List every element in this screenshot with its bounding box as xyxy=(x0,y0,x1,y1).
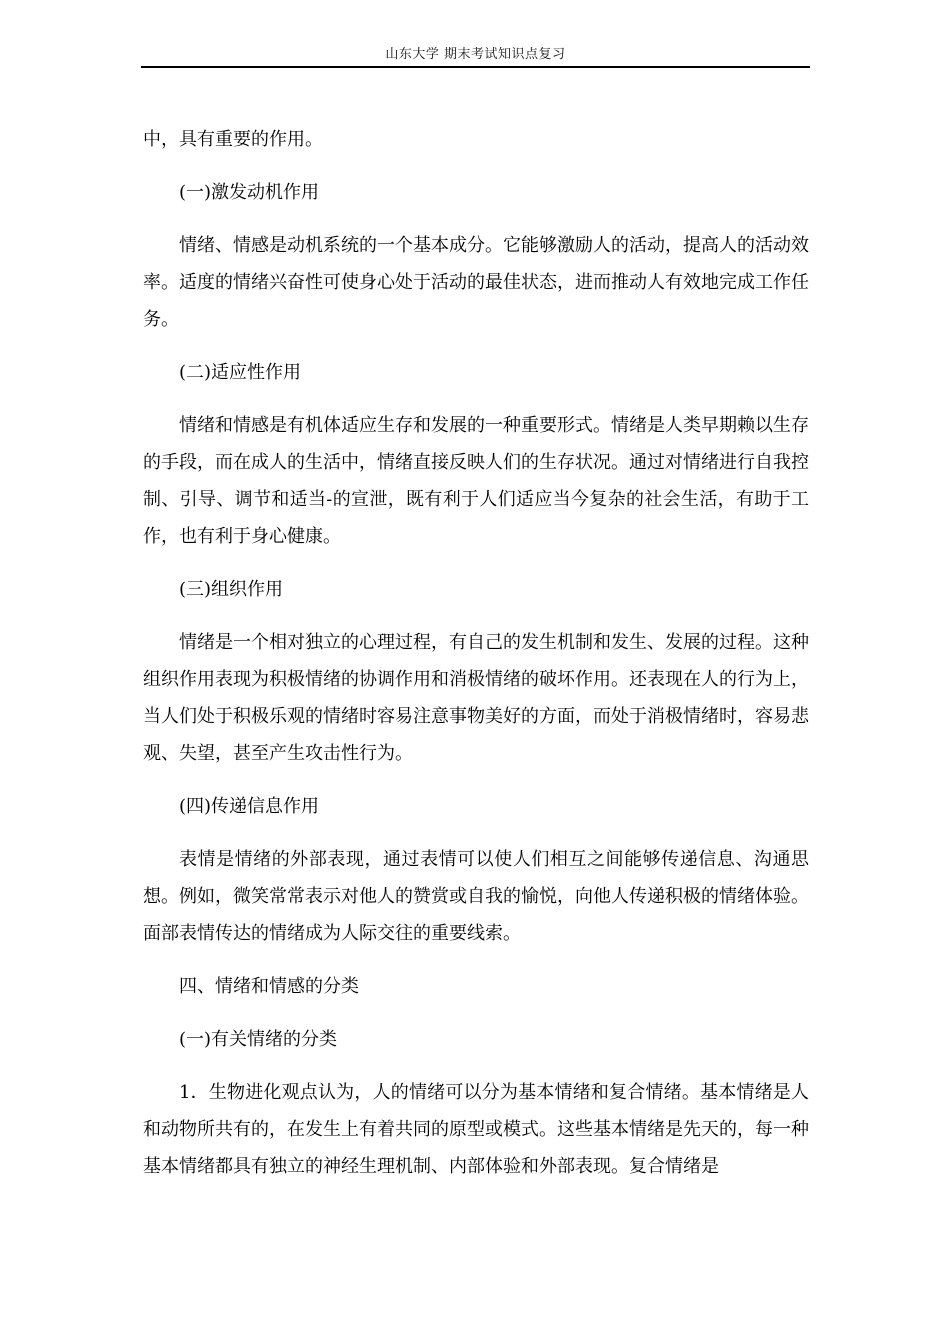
section-heading-motivation: (一)激发动机作用 xyxy=(179,182,320,203)
paragraph-organization: 情绪是一个相对独立的心理过程，有自己的发生机制和发生、发展的过程。这种组织作用表现为积极情绪的协调作用和消极情绪的破坏作用。还表现在人的行为上，当人们处于积极乐观的情绪时容易注意事物美好的方面，而处于消极情绪时，容易悲观、失望，甚至产生攻击性行为。 xyxy=(143,632,809,764)
paragraph-continuation: 中，具有重要的作用。 xyxy=(143,129,323,150)
section-heading-communication: (四)传递信息作用 xyxy=(179,796,320,817)
page-header: 山东大学 期末考试知识点复习 xyxy=(385,47,566,62)
paragraph-evolution-view: 1．生物进化观点认为，人的情绪可以分为基本情绪和复合情绪。基本情绪是人和动物所共有的，在发生上有着共同的原型或模式。这些基本情绪是先天的，每一种基本情绪都具有独立的神经生理机制、内部体验和外部表现。复合情绪是 xyxy=(143,1082,809,1177)
document-body xyxy=(143,121,809,1185)
section-heading-organization: (三)组织作用 xyxy=(179,579,284,600)
paragraph-motivation: 情绪、情感是动机系统的一个基本成分。它能够激励人的活动，提高人的活动效率。适度的情绪兴奋性可使身心处于活动的最佳状态，进而推动人有效地完成工作任务。 xyxy=(143,235,809,330)
chapter-heading-classification: 四、情绪和情感的分类 xyxy=(179,976,359,997)
section-heading-adaptation: (二)适应性作用 xyxy=(179,362,302,383)
paragraph-communication: 表情是情绪的外部表现，通过表情可以使人们相互之间能够传递信息、沟通思想。例如，微笑常常表示对他人的赞赏或自我的愉悦，向他人传递积极的情绪体验。面部表情传达的情绪成为人际交往的重要线索。 xyxy=(143,849,809,944)
header-rule xyxy=(141,66,810,68)
paragraph-adaptation: 情绪和情感是有机体适应生存和发展的一种重要形式。情绪是人类早期赖以生存的手段，而在成人的生活中，情绪直接反映人们的生存状况。通过对情绪进行自我控制、引导、调节和适当-的宣泄，既有利于人们适应当今复杂的社会生活，有助于工作，也有利于身心健康。 xyxy=(143,415,809,547)
section-heading-emotion-classification: (一)有关情绪的分类 xyxy=(179,1029,338,1050)
